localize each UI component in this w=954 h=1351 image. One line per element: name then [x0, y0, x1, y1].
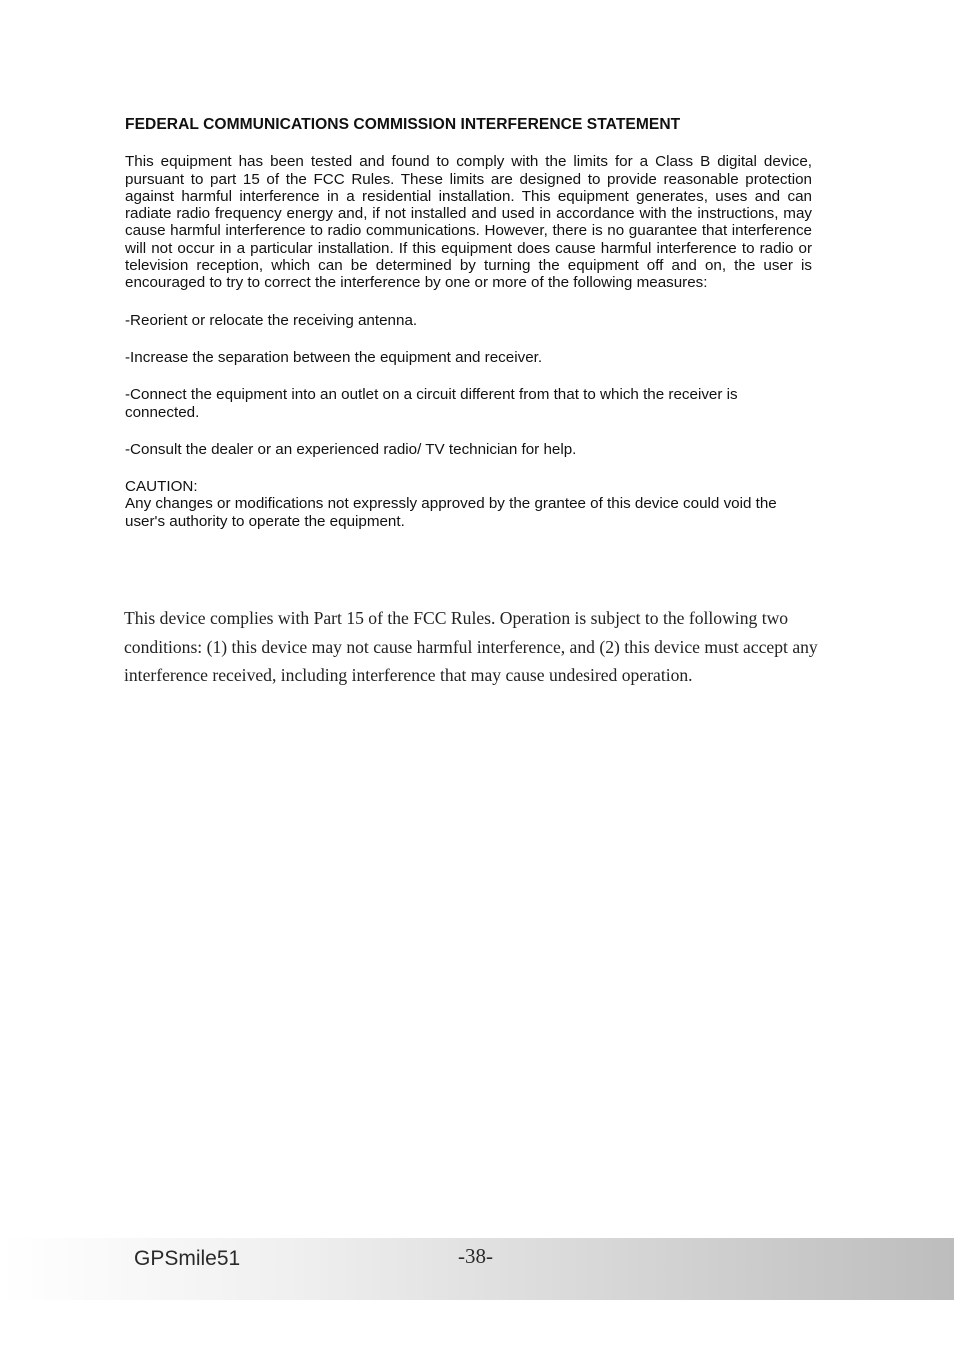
measure-item: -Connect the equipment into an outlet on a circuit different from that to which the receiver is connected. [125, 386, 738, 421]
compliance-paragraph: This device complies with Part 15 of the FCC Rules. Operation is subject to the following two conditions: (1) this device may not cause harmful interference, and (2) this device must accept any interference received, including interference that may cause undesired operation. [124, 608, 818, 686]
measure-item: -Consult the dealer or an experienced radio/ TV technician for help. [125, 440, 577, 458]
statement-heading: FEDERAL COMMUNICATIONS COMMISSION INTERFERENCE STATEMENT [125, 116, 681, 133]
measure-item: -Reorient or relocate the receiving antenna. [125, 311, 418, 329]
caution-text: Any changes or modifications not expressly approved by the grantee of this device could void the user's authority to operate the equipment. [125, 495, 777, 530]
footer-page-number: -38- [458, 1244, 493, 1268]
measure-item: -Increase the separation between the equipment and receiver. [125, 348, 543, 366]
caution-label: CAUTION: [125, 478, 198, 496]
intro-paragraph: This equipment has been tested and found to comply with the limits for a Class B digital device, pursuant to part 15 of the FCC Rules. These limits are designed to provide reasonable protection against harmful interference in a residential installation. This equipment generates, uses and can radiate radio frequency energy and, if not installed and used in accordance with the instructions, may cause harmful interference to radio communications. However, there is no guarantee that interference will not occur in a particular installation. If this equipment does cause harmful interference to radio or television reception, which can be determined by turning the equipment off and on, the user is encouraged to try to correct the interference by one or more of the following measures: [125, 153, 812, 292]
fcc-statement [125, 116, 812, 530]
footer-model-name: GPSmile51 [134, 1247, 241, 1270]
